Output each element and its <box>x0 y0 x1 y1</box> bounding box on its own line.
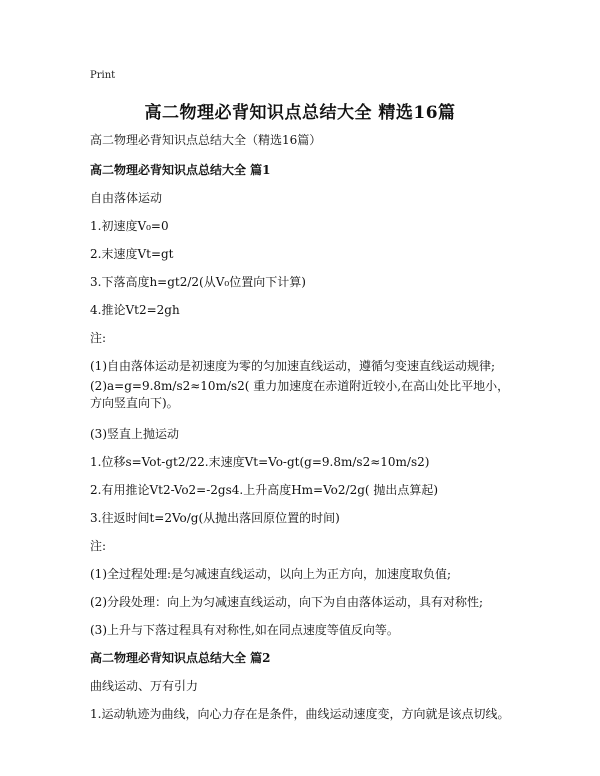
formula-line: 4.推论Vt2=2gh <box>90 303 180 317</box>
print-link[interactable]: Print <box>90 70 116 81</box>
note-line: (1)自由落体运动是初速度为零的匀加速直线运动，遵循匀变速直线运动规律; <box>90 359 496 373</box>
note-line: (2)a=g=9.8m/s2≈10m/s2( 重力加速度在赤道附近较小,在高山处比平地小，方向竖直向下)。 <box>90 379 510 410</box>
formula-line: 2.有用推论Vt2-Vo2=-2gs4.上升高度Hm=Vo2/2g( 抛出点算起) <box>90 483 439 497</box>
topic-heading: 曲线运动、万有引力 <box>90 679 199 693</box>
topic-heading: 自由落体运动 <box>90 191 163 205</box>
formula-line: 3.往返时间t=2Vo/g(从抛出落回原位置的时间) <box>90 511 340 525</box>
content-line: 1.运动轨迹为曲线，向心力存在是条件，曲线运动速度变，方向就是该点切线。 <box>90 707 510 721</box>
section-heading-2: 高二物理必背知识点总结大全 篇2 <box>90 651 271 665</box>
note-line: (3)上升与下落过程具有对称性,如在同点速度等值反向等。 <box>90 623 399 637</box>
formula-line: 3.下落高度h=gt2/2(从V₀位置向下计算) <box>90 275 306 289</box>
section-heading-1: 高二物理必背知识点总结大全 篇1 <box>90 163 271 177</box>
note-label: 注: <box>90 331 107 345</box>
note-line: (1)全过程处理:是匀减速直线运动，以向上为正方向，加速度取负值; <box>90 567 452 581</box>
formula-line: 1.初速度V₀=0 <box>90 219 169 233</box>
formula-line: 2.末速度Vt=gt <box>90 247 174 261</box>
topic-heading: (3)竖直上抛运动 <box>90 427 179 441</box>
document-title: 高二物理必背知识点总结大全 精选16篇 <box>144 103 456 123</box>
note-label: 注: <box>90 539 107 553</box>
formula-line: 1.位移s=Vot-gt2/22.末速度Vt=Vo-gt(g=9.8m/s2≈10m/s2) <box>90 455 430 469</box>
subtitle-line: 高二物理必背知识点总结大全（精选16篇） <box>90 133 322 147</box>
note-line: (2)分段处理：向上为匀减速直线运动，向下为自由落体运动，具有对称性; <box>90 595 484 609</box>
